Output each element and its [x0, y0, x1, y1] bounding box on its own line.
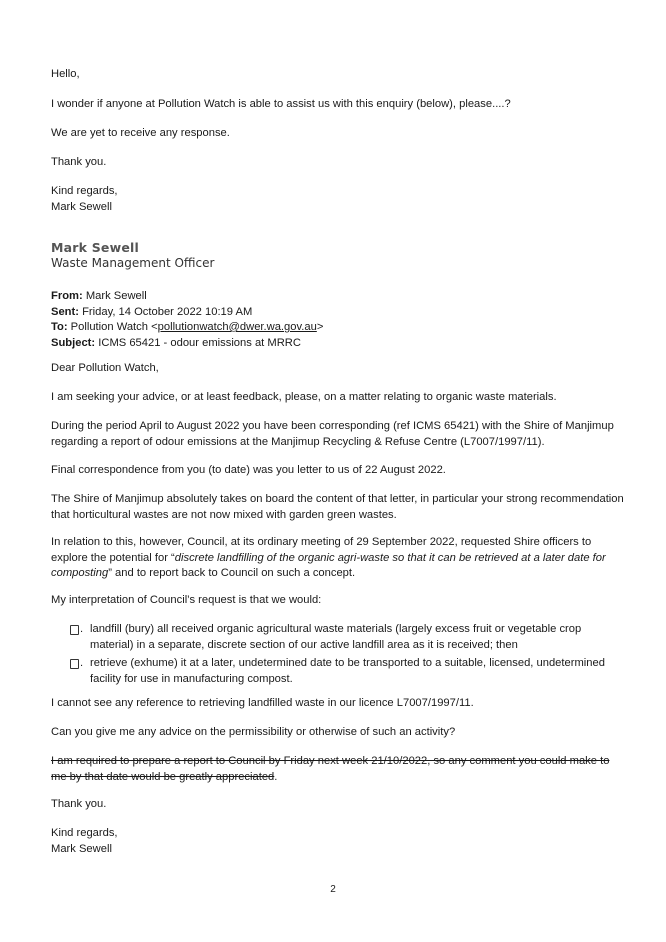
list-item	[70, 622, 626, 653]
thanks-text: Thank you.	[51, 156, 107, 168]
subject-label: Subject:	[51, 336, 96, 349]
from-label: From:	[51, 290, 83, 302]
from-value: Mark Sewell	[85, 290, 147, 302]
subject-value: ICMS 65421 - odour emissions at MRRC	[98, 336, 301, 349]
closing-block-2	[51, 826, 626, 857]
paragraph-period: During the period April to August 2022 you have been corresponding (ref ICMS 65421) with the Shire of Manjimup regarding a report of odour emissions at the Manjimup Recycling & Refuse Centre (L7007/1997/11).	[51, 420, 614, 448]
sender-name-2: Mark Sewell	[51, 842, 112, 855]
signature-name: Mark Sewell	[51, 240, 139, 255]
sent-line	[51, 305, 626, 321]
bullet-marker: .	[80, 623, 84, 635]
paragraph-final: Final correspondence from you (to date) was you letter to us of 22 August 2022.	[51, 464, 446, 476]
kind-regards-2: Kind regards,	[51, 827, 118, 839]
closing-block	[51, 184, 626, 215]
to-line	[51, 320, 626, 336]
paragraph-advice: I am seeking your advice, or at least feedback, please, on a matter relating to organic waste materials.	[51, 391, 557, 403]
kind-regards: Kind regards,	[51, 185, 118, 197]
checkbox-bullet-icon	[70, 659, 79, 669]
to-name: Pollution Watch <	[70, 321, 158, 333]
email-signature	[51, 240, 626, 271]
struck-end: .	[274, 770, 278, 783]
paragraph-licence: I cannot see any reference to retrieving landfilled waste in our licence L7007/1997/11.	[51, 697, 474, 709]
council-quote: discrete landfilling of the organic agri-waste so that it can be retrieved at a later date for composting	[51, 551, 606, 579]
salutation: Dear Pollution Watch,	[51, 362, 159, 374]
signature-title: Waste Management Officer	[51, 255, 215, 270]
council-after: ” and to report back to Council on such a concept.	[108, 567, 356, 579]
bullet-marker: .	[80, 657, 84, 669]
paragraph-council	[51, 535, 626, 582]
paragraph-struck	[51, 754, 626, 785]
sent-label: Sent:	[51, 305, 79, 318]
forwarded-header	[51, 289, 626, 351]
list-item	[70, 656, 626, 687]
paragraph-interpretation: My interpretation of Council’s request is that we would:	[51, 594, 322, 606]
checkbox-bullet-icon	[70, 625, 79, 635]
council-before: In relation to this, however, Council, at its ordinary meeting of 29 September 2022, requested Shire officers to explore the potential for “	[51, 536, 592, 564]
from-line	[51, 289, 626, 305]
intro-text: I wonder if anyone at Pollution Watch is able to assist us with this enquiry (below), please....?	[51, 98, 511, 110]
to-email-link[interactable]: pollutionwatch@dwer.wa.gov.au	[157, 321, 317, 333]
list-item-text: landfill (bury) all received organic agricultural waste materials (largely excess fruit or vegetable crop material) in a separate, discrete section of our active landfill area as it is received; then	[90, 623, 582, 651]
sender-name: Mark Sewell	[51, 200, 112, 213]
thanks-text-2: Thank you.	[51, 798, 107, 810]
paragraph-shire: The Shire of Manjimup absolutely takes on board the content of that letter, in particular your strong recommendation that horticultural wastes are not now mixed with garden green wastes.	[51, 493, 624, 521]
struck-text: I am required to prepare a report to Council by Friday next week 21/10/2022, so any comment you could make to me by that date would be greatly appreciated	[51, 755, 610, 783]
interpretation-list	[70, 622, 626, 690]
page-number: 2	[330, 884, 336, 895]
greeting: Hello,	[51, 68, 80, 80]
no-response-text: We are yet to receive any response.	[51, 127, 230, 139]
to-label: To:	[51, 321, 68, 333]
to-close: >	[316, 321, 324, 333]
sent-value: Friday, 14 October 2022 10:19 AM	[82, 305, 253, 318]
list-item-text: retrieve (exhume) it at a later, undetermined date to be transported to a suitable, licensed, undetermined facility for use in manufacturing compost.	[90, 657, 605, 685]
subject-line	[51, 336, 626, 352]
paragraph-question: Can you give me any advice on the permissibility or otherwise of such an activity?	[51, 726, 456, 738]
